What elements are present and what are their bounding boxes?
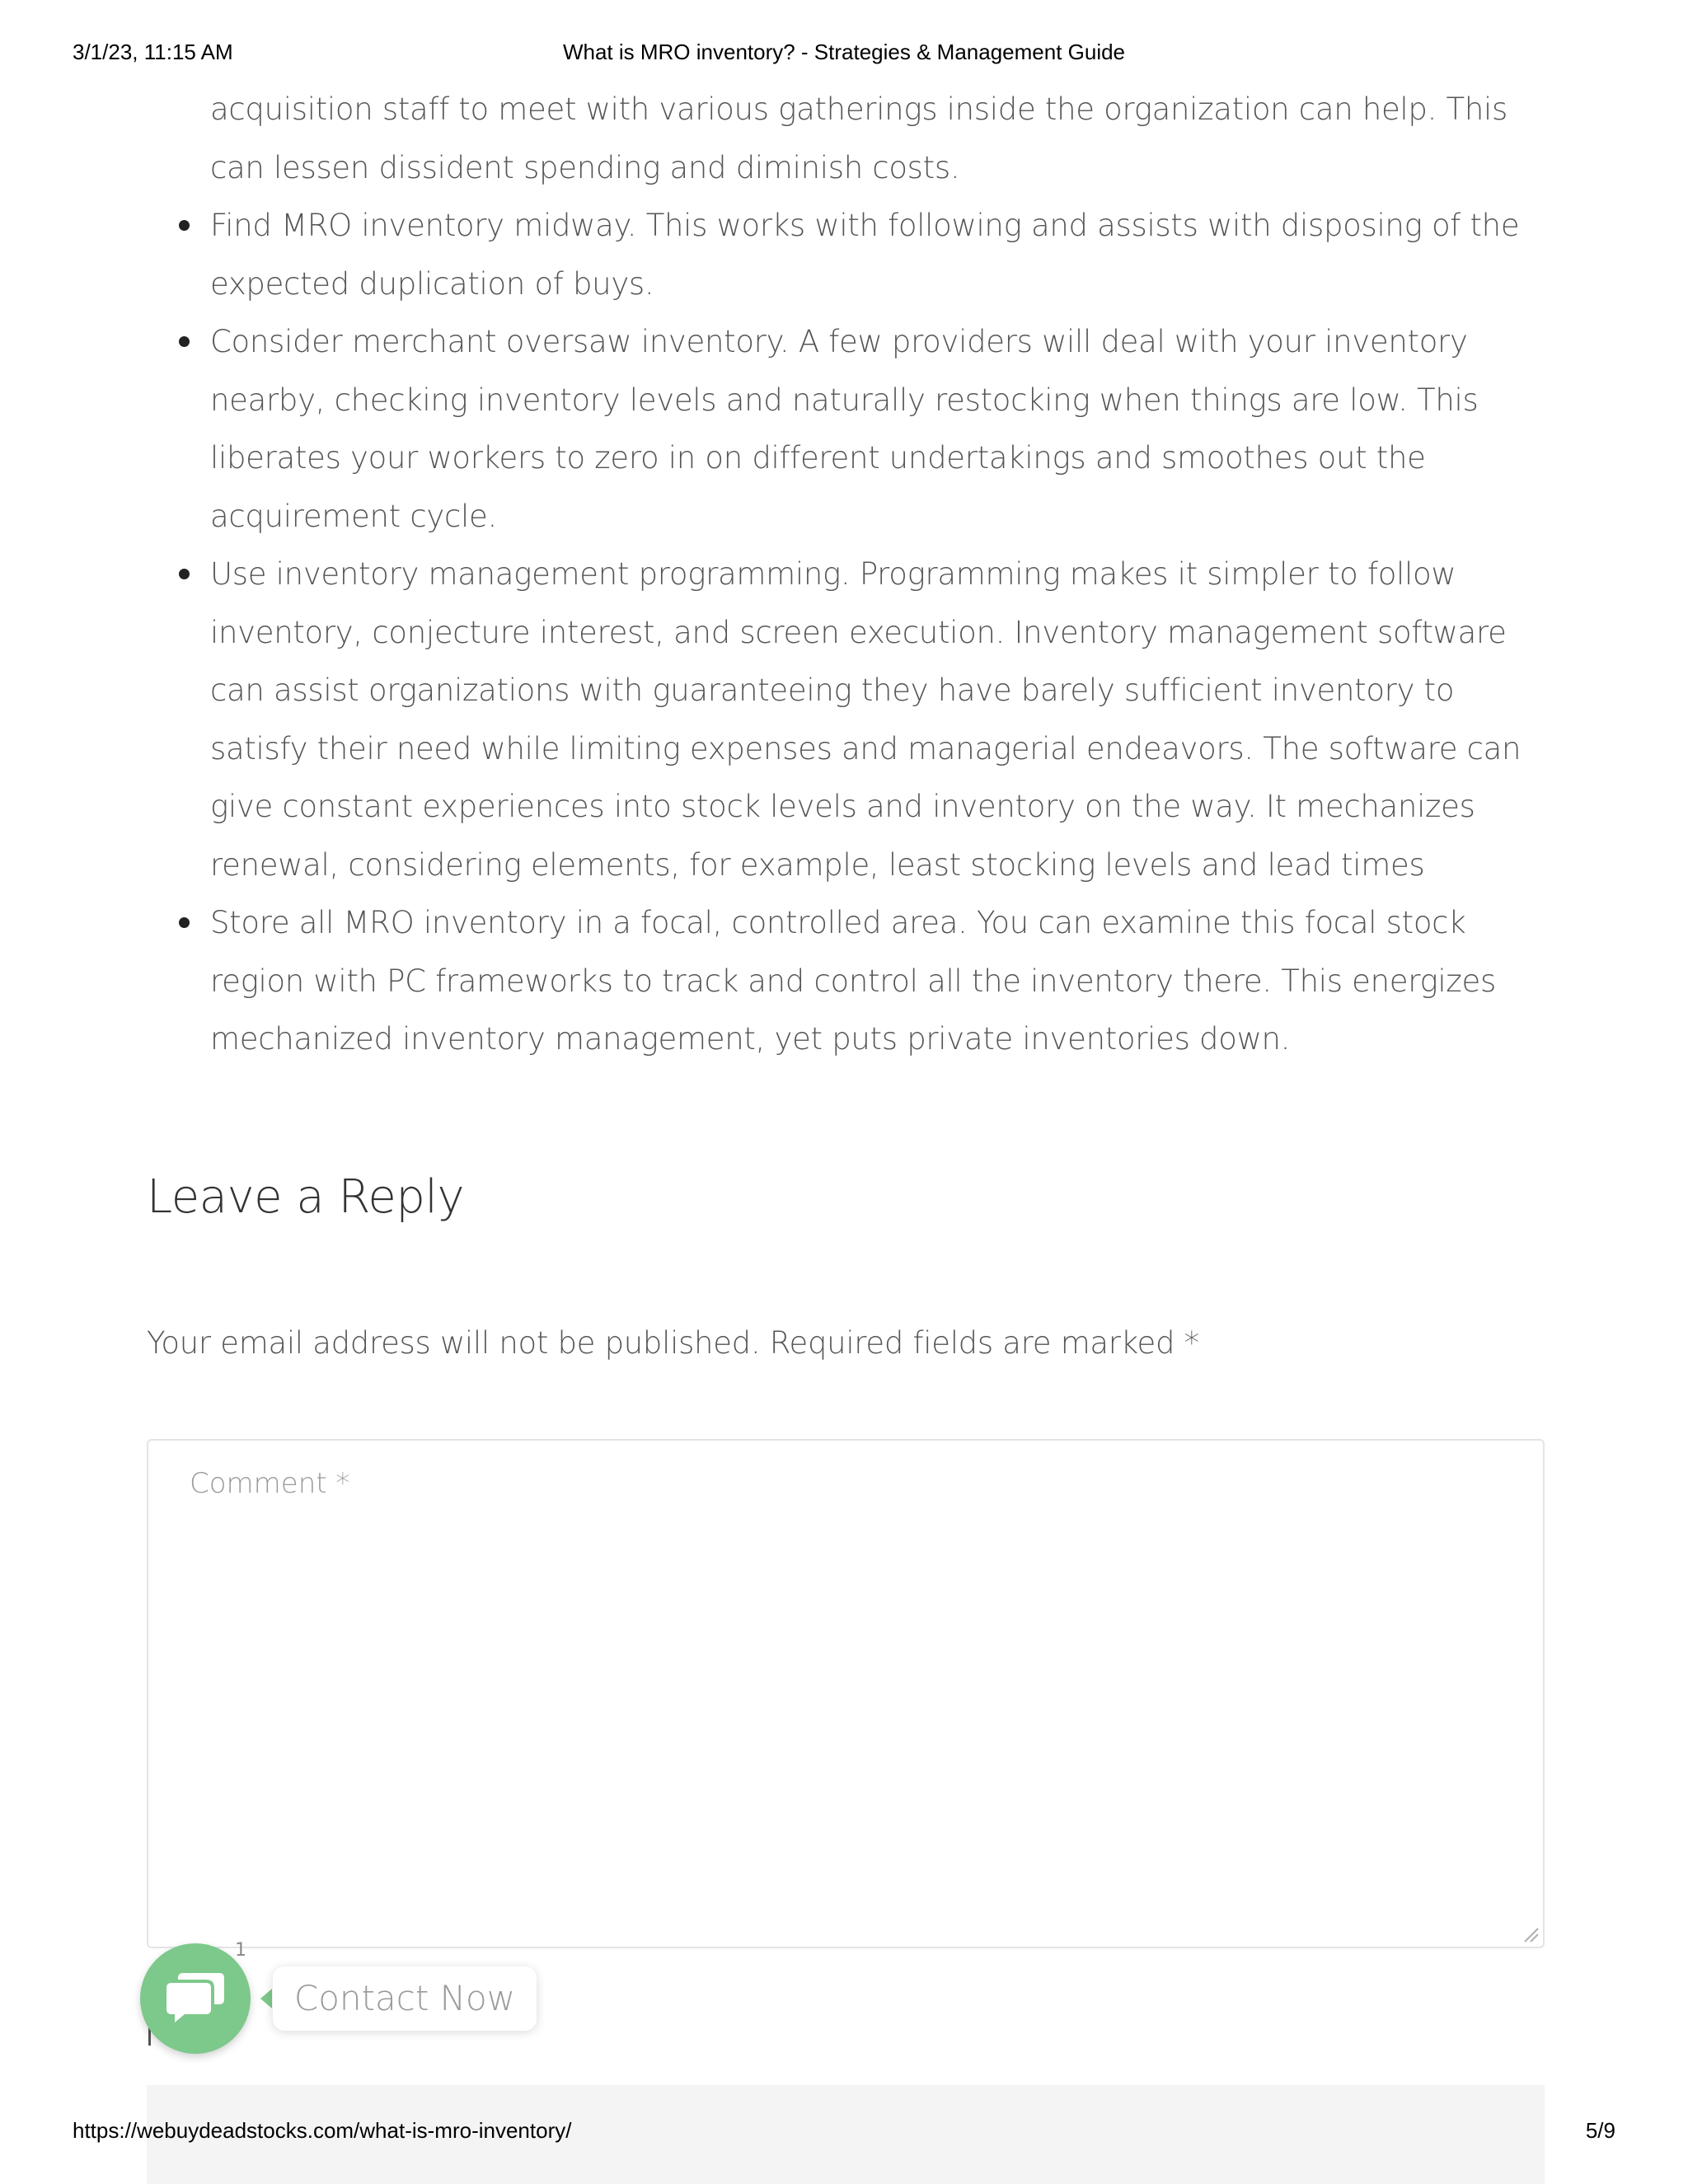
list-item bbox=[210, 546, 1548, 894]
tooltip-arrow-icon bbox=[260, 1989, 272, 2008]
contact-now-button[interactable]: Contact Now bbox=[273, 1966, 537, 2031]
list-item bbox=[210, 894, 1548, 1069]
resize-handle-icon[interactable] bbox=[1522, 1925, 1540, 1943]
reply-heading: Leave a Reply bbox=[147, 1170, 465, 1224]
list-item bbox=[210, 197, 1548, 313]
notification-badge: 1 bbox=[235, 1940, 246, 1961]
article-bullet-list bbox=[147, 197, 1548, 1069]
print-page-number: 5/9 bbox=[1585, 2118, 1615, 2143]
bullet-icon bbox=[179, 917, 190, 928]
list-item-text: Find MRO inventory midway. This works with following and assists with disposing of the expected duplication of buys. bbox=[210, 208, 1520, 302]
chat-widget-button[interactable] bbox=[140, 1943, 251, 2054]
comment-textarea[interactable] bbox=[147, 1439, 1545, 1948]
article-continued-paragraph: acquisition staff to meet with various gatherings inside the organization can help. This can lessen dissident spending and diminish costs. bbox=[210, 91, 1507, 185]
list-item-text: Use inventory management programming. Programming makes it simpler to follow inventory, conjecture interest, and screen execution. Inventory management software can assist organizations with guaranteeing they have barely sufficient inventory to satisfy their need while limiting expenses and managerial endeavors. The software can give constant experiences into stock levels and inventory on the way. It mechanizes renewal, considering elements, for example, least stocking levels and lead times bbox=[210, 556, 1522, 883]
article-content bbox=[147, 81, 1548, 1069]
list-item bbox=[210, 313, 1548, 546]
bullet-icon bbox=[179, 569, 190, 579]
print-page-title: What is MRO inventory? - Strategies & Management Guide bbox=[562, 40, 1126, 64]
list-item-text: Store all MRO inventory in a focal, controlled area. You can examine this focal stock region with PC frameworks to track and control all the inventory there. This energizes mechanized inventory management, yet puts private inventories down. bbox=[210, 905, 1496, 1057]
comment-notes: Your email address will not be published. Required fields are marked * bbox=[147, 1325, 1199, 1361]
chat-icon bbox=[165, 1970, 226, 2031]
print-url: https://webuydeadstocks.com/what-is-mro-inventory/ bbox=[73, 2118, 572, 2143]
bullet-icon bbox=[179, 220, 190, 231]
print-datetime: 3/1/23, 11:15 AM bbox=[73, 40, 233, 64]
list-item-text: Consider merchant oversaw inventory. A few providers will deal with your inventory nearby, checking inventory levels and naturally restocking when things are low. This liberates your workers to zero in on different undertakings and smoothes out the acquirement cycle. bbox=[210, 324, 1479, 534]
bullet-icon bbox=[179, 336, 190, 347]
